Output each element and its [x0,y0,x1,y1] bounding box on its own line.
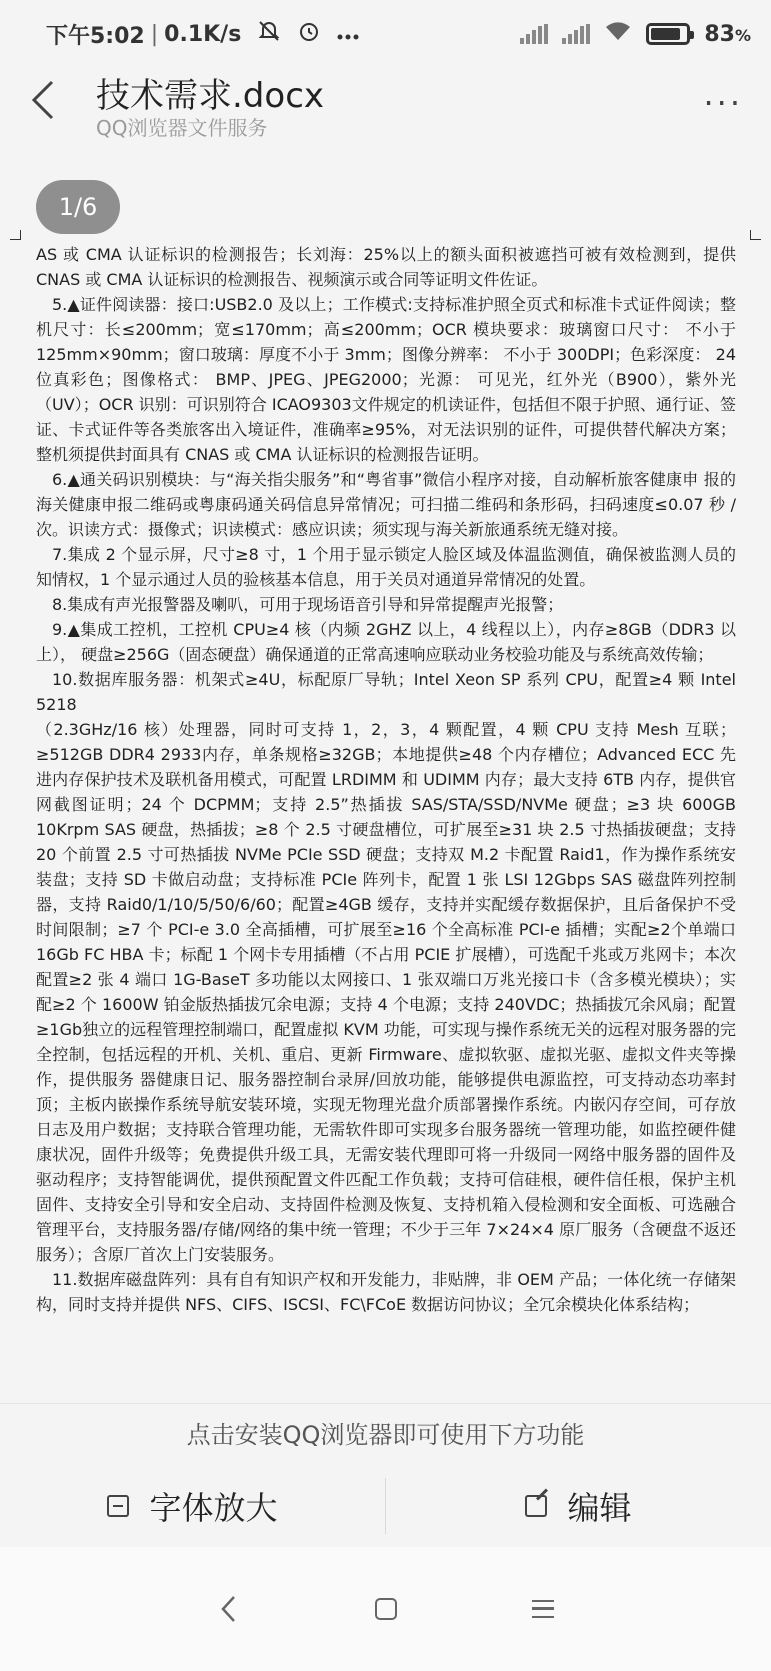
font-enlarge-label: 字体放大 [149,1489,278,1527]
edit-label: 编辑 [567,1489,632,1527]
battery-icon [646,23,690,45]
nav-menu-icon [532,1600,554,1618]
nav-home-button[interactable] [366,1589,406,1629]
mute-icon [257,19,281,49]
back-icon [30,80,56,120]
document-paragraph: 8.集成有声光报警器及喇叭，可用于现场语音引导和异常提醒声光报警； [52,595,564,614]
nav-home-icon [375,1598,397,1620]
nav-back-button[interactable] [209,1589,249,1629]
font-enlarge-button[interactable] [0,1483,385,1529]
signal-icon [562,24,590,44]
action-bar [0,1465,771,1547]
header [0,68,771,146]
document-paragraph: 11.数据库磁盘阵列：具有自有知识产权和开发能力，非贴牌，非 OEM 产品；一体化统一存储架构，同时支持并提供 NFS、CIFS、ISCSI、FC\FCoE 数据访问协议；全冗余模块化体系结构； [36,1270,736,1314]
document-paragraph: （2.3GHz/16 核）处理器，同时可支持 1，2，3，4 颗配置，4 颗 CPU 支持 Mesh 互联；≥512GB DDR4 2933内存，单条规格≥32GB；本地提供≥48 个内存槽位；Advanced ECC 先进内存保护技术及联机备用模式，可配置 LRDIMM 和 UDIMM 内存；最大支持 6TB 内存，提供官网截图证明；24 个 DCPMM；支持 2.5”热插拔 SAS/STA/SSD/NVMe 硬盘；≥3 块 600GB 10Krpm SAS 硬盘，热插拔；≥8 个 2.5 寸硬盘槽位，可扩展至≥31 块 2.5 寸热插拔硬盘；支持 20 个前置 2.5 寸可热插拔 NVMe PCIe SSD 硬盘；支持双 M.2 卡配置 Raid1，作为操作系统安装盘；支持 SD 卡做启动盘；支持标准 PCIe 阵列卡，配置 1 张 LSI 12Gbps SAS 磁盘阵列控制器，支持 Raid0/1/10/5/50/6/60；配置≥4GB 缓存，支持并实配缓存数据保护，且后备保护不受时间限制；≥7 个 PCI-e 3.0 全高插槽，可扩展至≥16 个全高标准 PCI-e 插槽；实配≥2个单端口 16Gb FC HBA 卡；标配 1 个网卡专用插槽（不占用 PCIE 扩展槽），可选配千兆或万兆网卡；本次配置≥2 张 4 端口 1G-BaseT 多功能以太网接口、1 张双端口万兆光接口卡（含多模光模块）；实 配≥2 个 1600W 铂金版热插拔冗余电源；支持 4 个电源；支持 240VDC；热插拔冗余风扇；配置≥1Gb独立的远程管理控制端口，配置虚拟 KVM 功能，可实现与操作系统无关的远程对服务器的完全控制，包括远程的开机、关机、重启、更新 Firmware、虚拟软驱、虚拟光驱、虚拟文件夹等操作，提供服务 器健康日记、服务器控制台录屏/回放功能，能够提供电源监控，可支持动态功率封顶；主板内嵌操作系统导航安装环境，实现无物理光盘介质部署操作系统。内嵌闪存空间，可存放日志及用户数据；支持联合管理功能，无需软件即可实现多台服务器统一管理功能，如监控硬件健康状况，固件升级等；免费提供升级工具，无需安装代理即可将一升级同一网络中服务器的固件及驱动程序；支持智能调优，提供预配置文件匹配工作负载；支持可信硅根，硬件信任根，保护主机固件、支持安全引导和安全启动、支持固件检测及恢复、支持机箱入侵检测和安全面板、可选融合管理平台，支持服务器/存储/网络的集中统一管理；不少于三年 7×24×4 原厂服务（含硬盘不返还服务）；含原厂首次上门安装服务。 [36,720,736,1264]
edit-icon [525,1495,547,1517]
more-dots-icon [337,22,359,47]
document-paragraph: 10.数据库服务器：机架式≥4U，标配原厂导轨；Intel Xeon SP 系列 CPU，配置≥4 颗 Intel 5218 [36,670,736,714]
page-corner-mark [751,230,761,240]
install-promo-text[interactable]: 点击安装QQ浏览器即可使用下方功能 [0,1403,771,1465]
page-title: 技术需求.docx [96,76,325,116]
edit-button[interactable] [386,1483,771,1529]
page-corner-mark [10,230,20,240]
back-button[interactable] [30,80,70,130]
font-size-icon [107,1495,129,1517]
battery-percent: 83% [704,21,751,47]
status-bar [0,0,771,68]
status-separator: | [150,21,159,47]
clock: 下午5:02 [46,23,145,49]
signal-icon [520,24,548,44]
wifi-icon [604,20,632,48]
alarm-icon [297,19,321,49]
document-paragraph: AS 或 CMA 认证标识的检测报告；长刘海：25%以上的额头面积被遮挡可被有效检测到，提供 CNAS 或 CMA 认证标识的检测报告、视频演示或合同等证明文件佐证。 [36,245,736,289]
document-paragraph: 9.▲集成工控机，工控机 CPU≥4 核（内频 2GHZ 以上，4 线程以上），内存≥8GB（DDR3 以上）， 硬盘≥256G（固态硬盘）确保通道的正常高速响应联动业务校验功能及与系统高效传输； [36,620,736,664]
page-subtitle: QQ浏览器文件服务 [96,116,268,140]
status-left [46,19,359,50]
document-paragraph: 7.集成 2 个显示屏，尺寸≥8 寸，1 个用于显示锁定人脸区域及体温监测值，确保被监测人员的知情权，1 个显示通过人员的验核基本信息，用于关员对通道异常情况的处置。 [36,545,736,589]
status-right [520,20,751,48]
net-speed: 0.1K/s [164,21,242,47]
document-paragraph: 6.▲通关码识别模块：与“海关指尖服务”和“粤省事”微信小程序对接，自动解析旅客健康申 报的海关健康申报二维码或粤康码通关码信息异常情况；可扫描二维码和条形码，扫码速度≤0.07 秒 /次。识读方式：摄像式；识读模式：感应识读；须实现与海关新旅通系统无缝对接。 [36,470,736,539]
page-indicator: 1/6 [36,180,120,234]
nav-menu-button[interactable] [523,1589,563,1629]
system-nav-bar [0,1547,771,1671]
more-button[interactable]: ··· [703,84,743,122]
document-paragraph: 5.▲证件阅读器：接口:USB2.0 及以上；工作模式:支持标准护照全页式和标准卡式证件阅读；整机尺寸：长≤200mm；宽≤170mm；高≤200mm；OCR 模块要求：玻璃窗口尺寸： 不小于 125mm×90mm；窗口玻璃：厚度不小于 3mm；图像分辨率： 不小于 300DPI；色彩深度： 24 位真彩色；图像格式： BMP、JPEG、JPEG2000；光源： 可见光，红外光（B900），紫外光（UV）；OCR 识别：可识别符合 ICAO9303文件规定的机读证件，包括但不限于护照、通行证、签证、卡式证件等各类旅客出入境证件，准确率≥95%，对无法识别的证件，可提供替代解决方案；整机须提供封面具有 CNAS 或 CMA 认证标识的检测报告证明。 [36,295,736,464]
nav-back-icon [220,1595,238,1623]
